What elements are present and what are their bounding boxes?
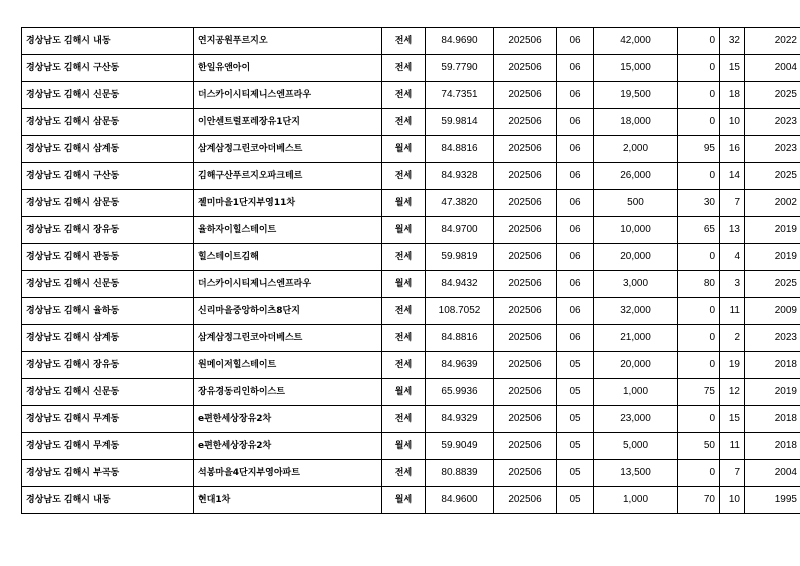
contract-day-cell: 06 [557,163,594,190]
table-row [22,298,800,325]
monthly-rent-cell: 0 [678,298,720,325]
contract-day-cell: 06 [557,190,594,217]
monthly-rent-cell: 75 [678,379,720,406]
contract-month-cell: 202506 [494,271,557,298]
complex-name-cell: 원메이저힐스테이트 [194,352,382,379]
contract-month-cell: 202506 [494,379,557,406]
region-cell: 경상남도 김해시 신문동 [22,379,194,406]
contract-month-cell: 202506 [494,55,557,82]
contract-day-cell: 06 [557,28,594,55]
contract-type-cell: 월세 [382,190,426,217]
table-row [22,163,800,190]
floor-cell: 15 [720,55,745,82]
region-cell: 경상남도 김해시 삼문동 [22,109,194,136]
contract-month-cell: 202506 [494,82,557,109]
region-cell: 경상남도 김해시 내동 [22,28,194,55]
table-body [22,28,800,514]
deposit-cell: 19,500 [594,82,678,109]
contract-day-cell: 06 [557,109,594,136]
build-year-cell: 2018 [745,406,800,433]
build-year-cell: 2002 [745,190,800,217]
table-row [22,433,800,460]
contract-type-cell: 월세 [382,217,426,244]
contract-type-cell: 전세 [382,28,426,55]
complex-name-cell: 이안센트럴포레장유1단지 [194,109,382,136]
floor-cell: 12 [720,379,745,406]
build-year-cell: 2019 [745,379,800,406]
area-cell: 84.9432 [426,271,494,298]
table-row [22,271,800,298]
area-cell: 59.9814 [426,109,494,136]
contract-day-cell: 05 [557,433,594,460]
table-row [22,325,800,352]
complex-name-cell: 연지공원푸르지오 [194,28,382,55]
complex-name-cell: 김해구산푸르지오파크테르 [194,163,382,190]
table-row [22,28,800,55]
monthly-rent-cell: 0 [678,352,720,379]
contract-month-cell: 202506 [494,298,557,325]
table-row [22,244,800,271]
contract-month-cell: 202506 [494,325,557,352]
contract-month-cell: 202506 [494,460,557,487]
contract-month-cell: 202506 [494,217,557,244]
region-cell: 경상남도 김해시 삼문동 [22,190,194,217]
deposit-cell: 1,000 [594,379,678,406]
monthly-rent-cell: 0 [678,163,720,190]
monthly-rent-cell: 0 [678,28,720,55]
complex-name-cell: 신리마을중앙하이츠8단지 [194,298,382,325]
complex-name-cell: 한일유앤아이 [194,55,382,82]
floor-cell: 15 [720,406,745,433]
floor-cell: 3 [720,271,745,298]
table-row [22,136,800,163]
floor-cell: 4 [720,244,745,271]
contract-type-cell: 월세 [382,379,426,406]
contract-day-cell: 05 [557,487,594,514]
build-year-cell: 2009 [745,298,800,325]
contract-month-cell: 202506 [494,433,557,460]
region-cell: 경상남도 김해시 구산동 [22,163,194,190]
floor-cell: 11 [720,298,745,325]
build-year-cell: 2025 [745,163,800,190]
build-year-cell: 2025 [745,271,800,298]
contract-type-cell: 월세 [382,136,426,163]
contract-day-cell: 06 [557,244,594,271]
deposit-cell: 13,500 [594,460,678,487]
region-cell: 경상남도 김해시 신문동 [22,82,194,109]
contract-type-cell: 전세 [382,325,426,352]
build-year-cell: 2018 [745,433,800,460]
build-year-cell: 2023 [745,109,800,136]
build-year-cell: 2023 [745,136,800,163]
contract-type-cell: 전세 [382,163,426,190]
region-cell: 경상남도 김해시 삼계동 [22,325,194,352]
deposit-cell: 2,000 [594,136,678,163]
area-cell: 47.3820 [426,190,494,217]
monthly-rent-cell: 50 [678,433,720,460]
floor-cell: 14 [720,163,745,190]
deposit-cell: 10,000 [594,217,678,244]
floor-cell: 10 [720,109,745,136]
area-cell: 74.7351 [426,82,494,109]
floor-cell: 11 [720,433,745,460]
monthly-rent-cell: 0 [678,325,720,352]
build-year-cell: 2025 [745,82,800,109]
floor-cell: 7 [720,460,745,487]
contract-day-cell: 06 [557,136,594,163]
contract-day-cell: 06 [557,55,594,82]
contract-day-cell: 06 [557,217,594,244]
contract-month-cell: 202506 [494,136,557,163]
area-cell: 84.9329 [426,406,494,433]
floor-cell: 19 [720,352,745,379]
area-cell: 108.7052 [426,298,494,325]
contract-month-cell: 202506 [494,352,557,379]
region-cell: 경상남도 김해시 내동 [22,487,194,514]
region-cell: 경상남도 김해시 관동동 [22,244,194,271]
contract-day-cell: 05 [557,352,594,379]
table-row [22,109,800,136]
area-cell: 65.9936 [426,379,494,406]
build-year-cell: 2019 [745,244,800,271]
table-row [22,406,800,433]
build-year-cell: 2019 [745,217,800,244]
area-cell: 84.9639 [426,352,494,379]
table-row [22,217,800,244]
monthly-rent-cell: 0 [678,406,720,433]
complex-name-cell: e편한세상장유2차 [194,433,382,460]
table-row [22,55,800,82]
complex-name-cell: e편한세상장유2차 [194,406,382,433]
deposit-cell: 1,000 [594,487,678,514]
contract-type-cell: 월세 [382,433,426,460]
region-cell: 경상남도 김해시 부곡동 [22,460,194,487]
floor-cell: 13 [720,217,745,244]
monthly-rent-cell: 0 [678,55,720,82]
deposit-cell: 5,000 [594,433,678,460]
floor-cell: 2 [720,325,745,352]
deposit-cell: 32,000 [594,298,678,325]
build-year-cell: 2023 [745,325,800,352]
contract-month-cell: 202506 [494,28,557,55]
region-cell: 경상남도 김해시 무계동 [22,406,194,433]
contract-type-cell: 전세 [382,352,426,379]
monthly-rent-cell: 0 [678,460,720,487]
floor-cell: 16 [720,136,745,163]
floor-cell: 7 [720,190,745,217]
rent-transaction-table [21,27,800,514]
contract-day-cell: 06 [557,298,594,325]
area-cell: 59.7790 [426,55,494,82]
contract-day-cell: 05 [557,379,594,406]
deposit-cell: 23,000 [594,406,678,433]
complex-name-cell: 율하자이힐스테이트 [194,217,382,244]
contract-type-cell: 월세 [382,487,426,514]
contract-type-cell: 전세 [382,460,426,487]
floor-cell: 32 [720,28,745,55]
table-row [22,352,800,379]
floor-cell: 10 [720,487,745,514]
region-cell: 경상남도 김해시 신문동 [22,271,194,298]
area-cell: 84.8816 [426,136,494,163]
complex-name-cell: 더스카이시티제니스엔프라우 [194,82,382,109]
table-row [22,487,800,514]
contract-type-cell: 전세 [382,109,426,136]
area-cell: 84.9600 [426,487,494,514]
deposit-cell: 21,000 [594,325,678,352]
contract-type-cell: 전세 [382,298,426,325]
region-cell: 경상남도 김해시 율하동 [22,298,194,325]
deposit-cell: 18,000 [594,109,678,136]
contract-type-cell: 전세 [382,244,426,271]
deposit-cell: 15,000 [594,55,678,82]
complex-name-cell: 현대1차 [194,487,382,514]
area-cell: 59.9049 [426,433,494,460]
contract-type-cell: 월세 [382,271,426,298]
build-year-cell: 1995 [745,487,800,514]
monthly-rent-cell: 70 [678,487,720,514]
contract-type-cell: 전세 [382,406,426,433]
area-cell: 84.9700 [426,217,494,244]
region-cell: 경상남도 김해시 장유동 [22,352,194,379]
build-year-cell: 2004 [745,55,800,82]
contract-month-cell: 202506 [494,406,557,433]
area-cell: 84.8816 [426,325,494,352]
contract-type-cell: 전세 [382,82,426,109]
contract-month-cell: 202506 [494,190,557,217]
region-cell: 경상남도 김해시 장유동 [22,217,194,244]
contract-month-cell: 202506 [494,244,557,271]
deposit-cell: 3,000 [594,271,678,298]
region-cell: 경상남도 김해시 삼계동 [22,136,194,163]
area-cell: 80.8839 [426,460,494,487]
contract-day-cell: 06 [557,271,594,298]
contract-day-cell: 06 [557,325,594,352]
complex-name-cell: 힐스테이트김해 [194,244,382,271]
monthly-rent-cell: 30 [678,190,720,217]
build-year-cell: 2018 [745,352,800,379]
monthly-rent-cell: 65 [678,217,720,244]
contract-type-cell: 전세 [382,55,426,82]
floor-cell: 18 [720,82,745,109]
complex-name-cell: 장유경동리인하이스트 [194,379,382,406]
deposit-cell: 20,000 [594,352,678,379]
contract-day-cell: 05 [557,406,594,433]
table-row [22,190,800,217]
table-row [22,82,800,109]
complex-name-cell: 삼계삼정그린코아더베스트 [194,136,382,163]
contract-month-cell: 202506 [494,163,557,190]
complex-name-cell: 석봉마을4단지부영아파트 [194,460,382,487]
table-row [22,379,800,406]
monthly-rent-cell: 95 [678,136,720,163]
area-cell: 84.9328 [426,163,494,190]
complex-name-cell: 더스카이시티제니스엔프라우 [194,271,382,298]
region-cell: 경상남도 김해시 무계동 [22,433,194,460]
table-row [22,460,800,487]
area-cell: 59.9819 [426,244,494,271]
contract-month-cell: 202506 [494,109,557,136]
build-year-cell: 2022 [745,28,800,55]
monthly-rent-cell: 0 [678,82,720,109]
contract-day-cell: 06 [557,82,594,109]
monthly-rent-cell: 0 [678,244,720,271]
monthly-rent-cell: 80 [678,271,720,298]
region-cell: 경상남도 김해시 구산동 [22,55,194,82]
deposit-cell: 500 [594,190,678,217]
monthly-rent-cell: 0 [678,109,720,136]
contract-month-cell: 202506 [494,487,557,514]
contract-day-cell: 05 [557,460,594,487]
deposit-cell: 42,000 [594,28,678,55]
complex-name-cell: 삼계삼정그린코아더베스트 [194,325,382,352]
deposit-cell: 26,000 [594,163,678,190]
area-cell: 84.9690 [426,28,494,55]
deposit-cell: 20,000 [594,244,678,271]
complex-name-cell: 젤미마을1단지부영11차 [194,190,382,217]
build-year-cell: 2004 [745,460,800,487]
